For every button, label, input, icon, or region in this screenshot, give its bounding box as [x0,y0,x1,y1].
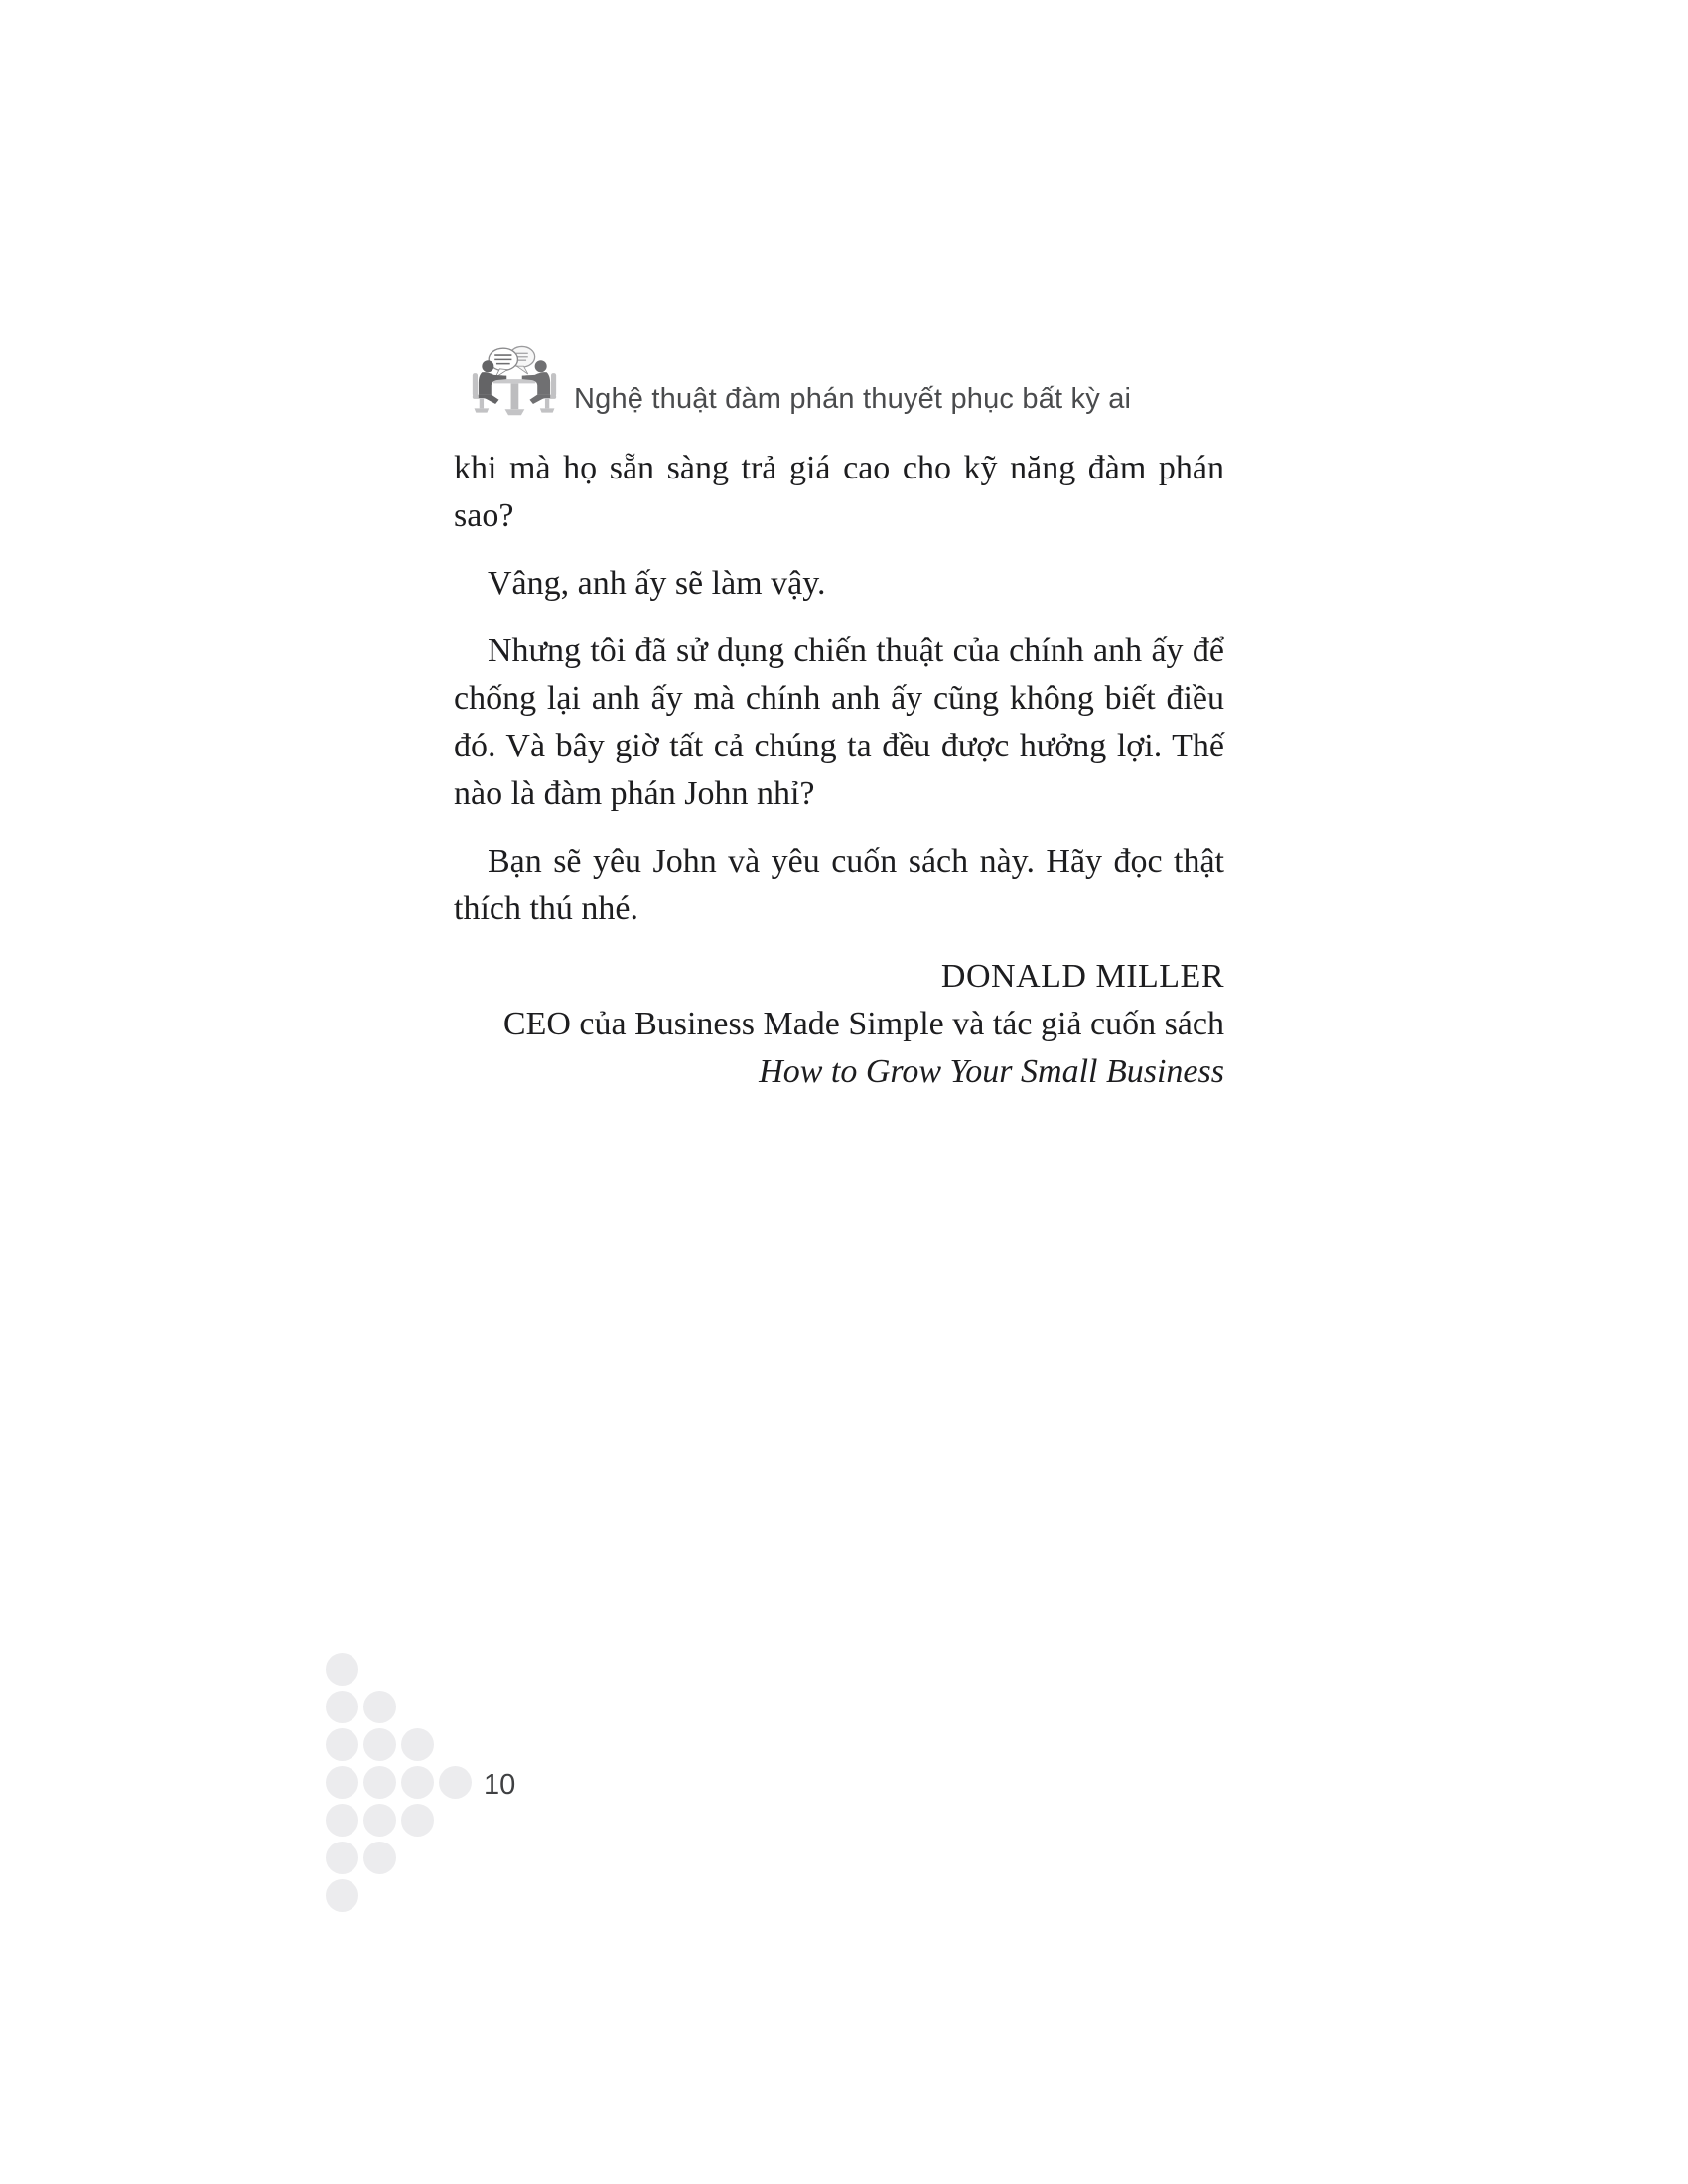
deco-dot [363,1842,396,1874]
attribution-book-title: How to Grow Your Small Business [759,1053,1224,1090]
deco-dot [326,1691,358,1723]
deco-dot [326,1728,358,1761]
deco-dot [363,1691,396,1723]
deco-dot [326,1842,358,1874]
running-head-title: Nghệ thuật đàm phán thuyết phục bất kỳ ai [574,383,1132,415]
deco-dot [363,1728,396,1761]
page-number: 10 [484,1769,516,1801]
deco-dot [439,1766,472,1799]
deco-dot [326,1653,358,1686]
page-body [454,445,1224,1096]
running-head [467,343,1131,429]
deco-dot [363,1766,396,1799]
deco-dot [326,1766,358,1799]
paragraph: Bạn sẽ yêu John và yêu cuốn sách này. Hãy đọc thật thích thú nhé. [454,843,1224,927]
negotiation-table-icon [467,343,562,429]
paragraph: Vâng, anh ấy sẽ làm vậy. [488,565,826,602]
deco-dot [401,1728,434,1761]
deco-dot [401,1804,434,1837]
attribution-name: DONALD MILLER [940,958,1224,995]
dots-arrow-decoration [324,1651,475,1915]
paragraph: khi mà họ sẵn sàng trả giá cao cho kỹ năng đàm phán sao? [454,450,1224,534]
paragraph: Nhưng tôi đã sử dụng chiến thuật của chính anh ấy để chống lại anh ấy mà chính anh ấy cũng không biết điều đó. Và bây giờ tất cả chúng ta đều được hưởng lợi. Thế nào là đàm phán John nhỉ? [454,632,1224,812]
attribution-role: CEO của Business Made Simple và tác giả cuốn sách [502,1006,1224,1042]
deco-dot [326,1804,358,1837]
deco-dot [401,1766,434,1799]
deco-dot [363,1804,396,1837]
attribution-block [454,953,1224,1096]
deco-dot [326,1879,358,1912]
